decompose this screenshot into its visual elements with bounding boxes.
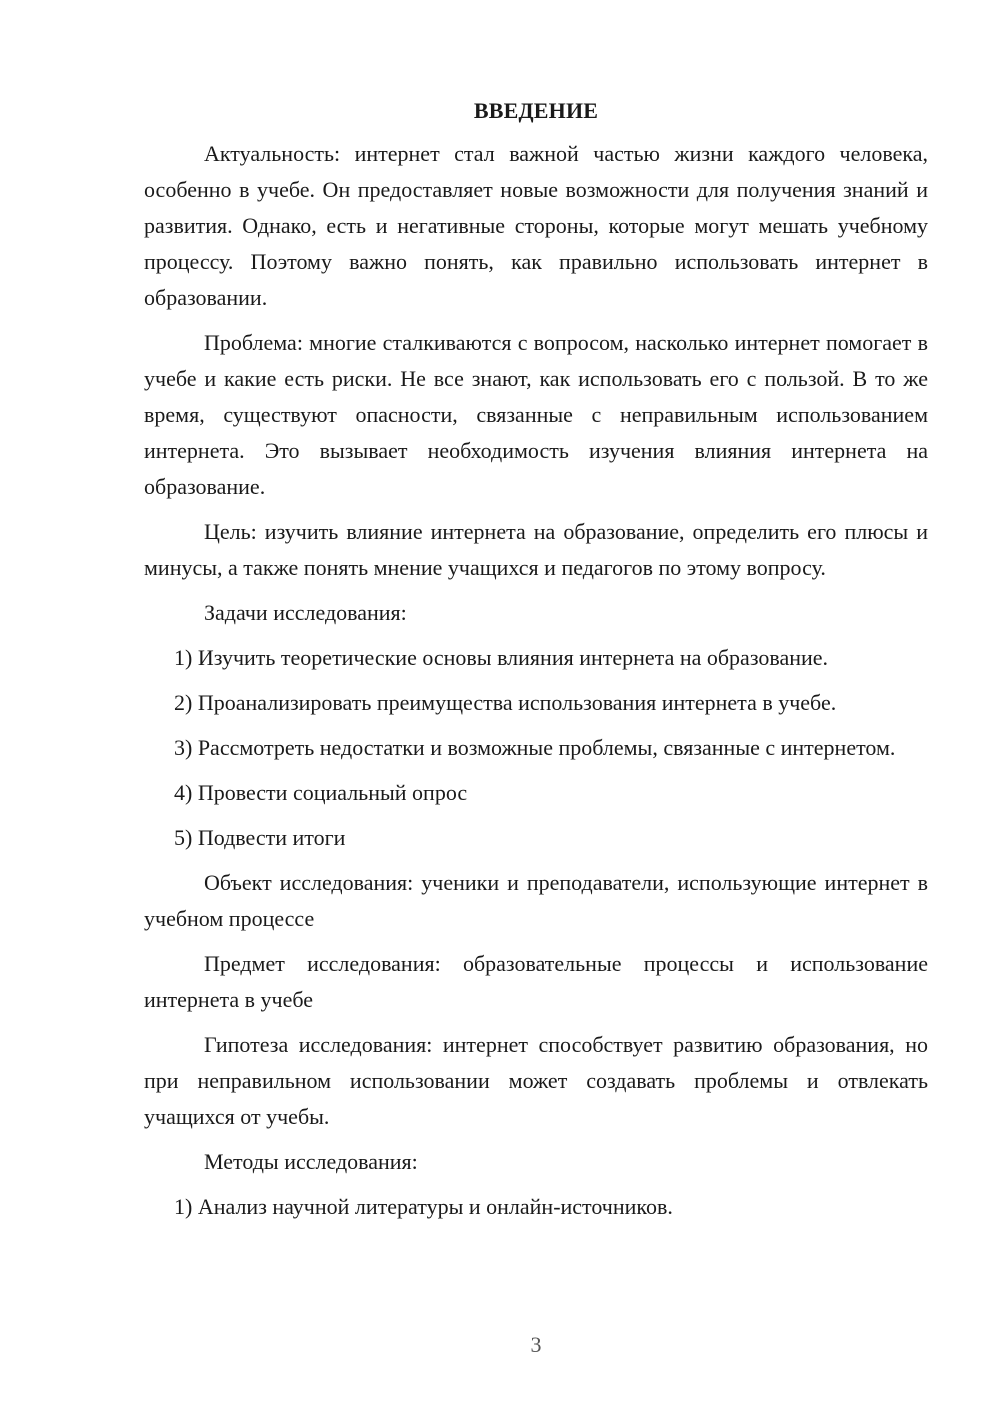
task-item: 4) Провести социальный опрос [174,780,468,805]
relevance-paragraph: Актуальность: интернет стал важной частью жизни каждого человека, особенно в учебе. Он предоставляет новые возможности для получения знаний и развития. Однако, есть и негативные стороны, которые могут мешать учебному процессу. Поэтому важно понять, как правильно использовать интернет в образовании. [144,141,928,310]
page-number: 3 [530,1332,542,1357]
object-paragraph: Объект исследования: ученики и преподаватели, использующие интернет в учебном процессе [144,870,928,931]
task-item: 2) Проанализировать преимущества использования интернета в учебе. [174,690,837,715]
methods-heading: Методы исследования: [204,1149,418,1174]
task-item: 1) Изучить теоретические основы влияния интернета на образование. [174,645,829,670]
task-item: 3) Рассмотреть недостатки и возможные проблемы, связанные с интернетом. [174,735,896,760]
goal-paragraph: Цель: изучить влияние интернета на образование, определить его плюсы и минусы, а также понять мнение учащихся и педагогов по этому вопросу. [144,519,928,580]
task-item: 5) Подвести итоги [174,825,346,850]
section-title: ВВЕДЕНИЕ [473,98,599,123]
problem-paragraph: Проблема: многие сталкиваются с вопросом, насколько интернет помогает в учебе и какие есть риски. Не все знают, как использовать его с пользой. В то же время, существуют опасности, связанные с неправильным использованием интернета. Это вызывает необходимость изучения влияния интернета на образование. [144,330,928,499]
tasks-heading: Задачи исследования: [204,600,407,625]
page-content [144,96,928,1234]
hypothesis-paragraph: Гипотеза исследования: интернет способствует развитию образования, но при неправильном использовании может создавать проблемы и отвлекать учащихся от учебы. [144,1032,928,1129]
subject-paragraph: Предмет исследования: образовательные процессы и использование интернета в учебе [144,951,928,1012]
method-item: 1) Анализ научной литературы и онлайн-источников. [174,1194,673,1219]
